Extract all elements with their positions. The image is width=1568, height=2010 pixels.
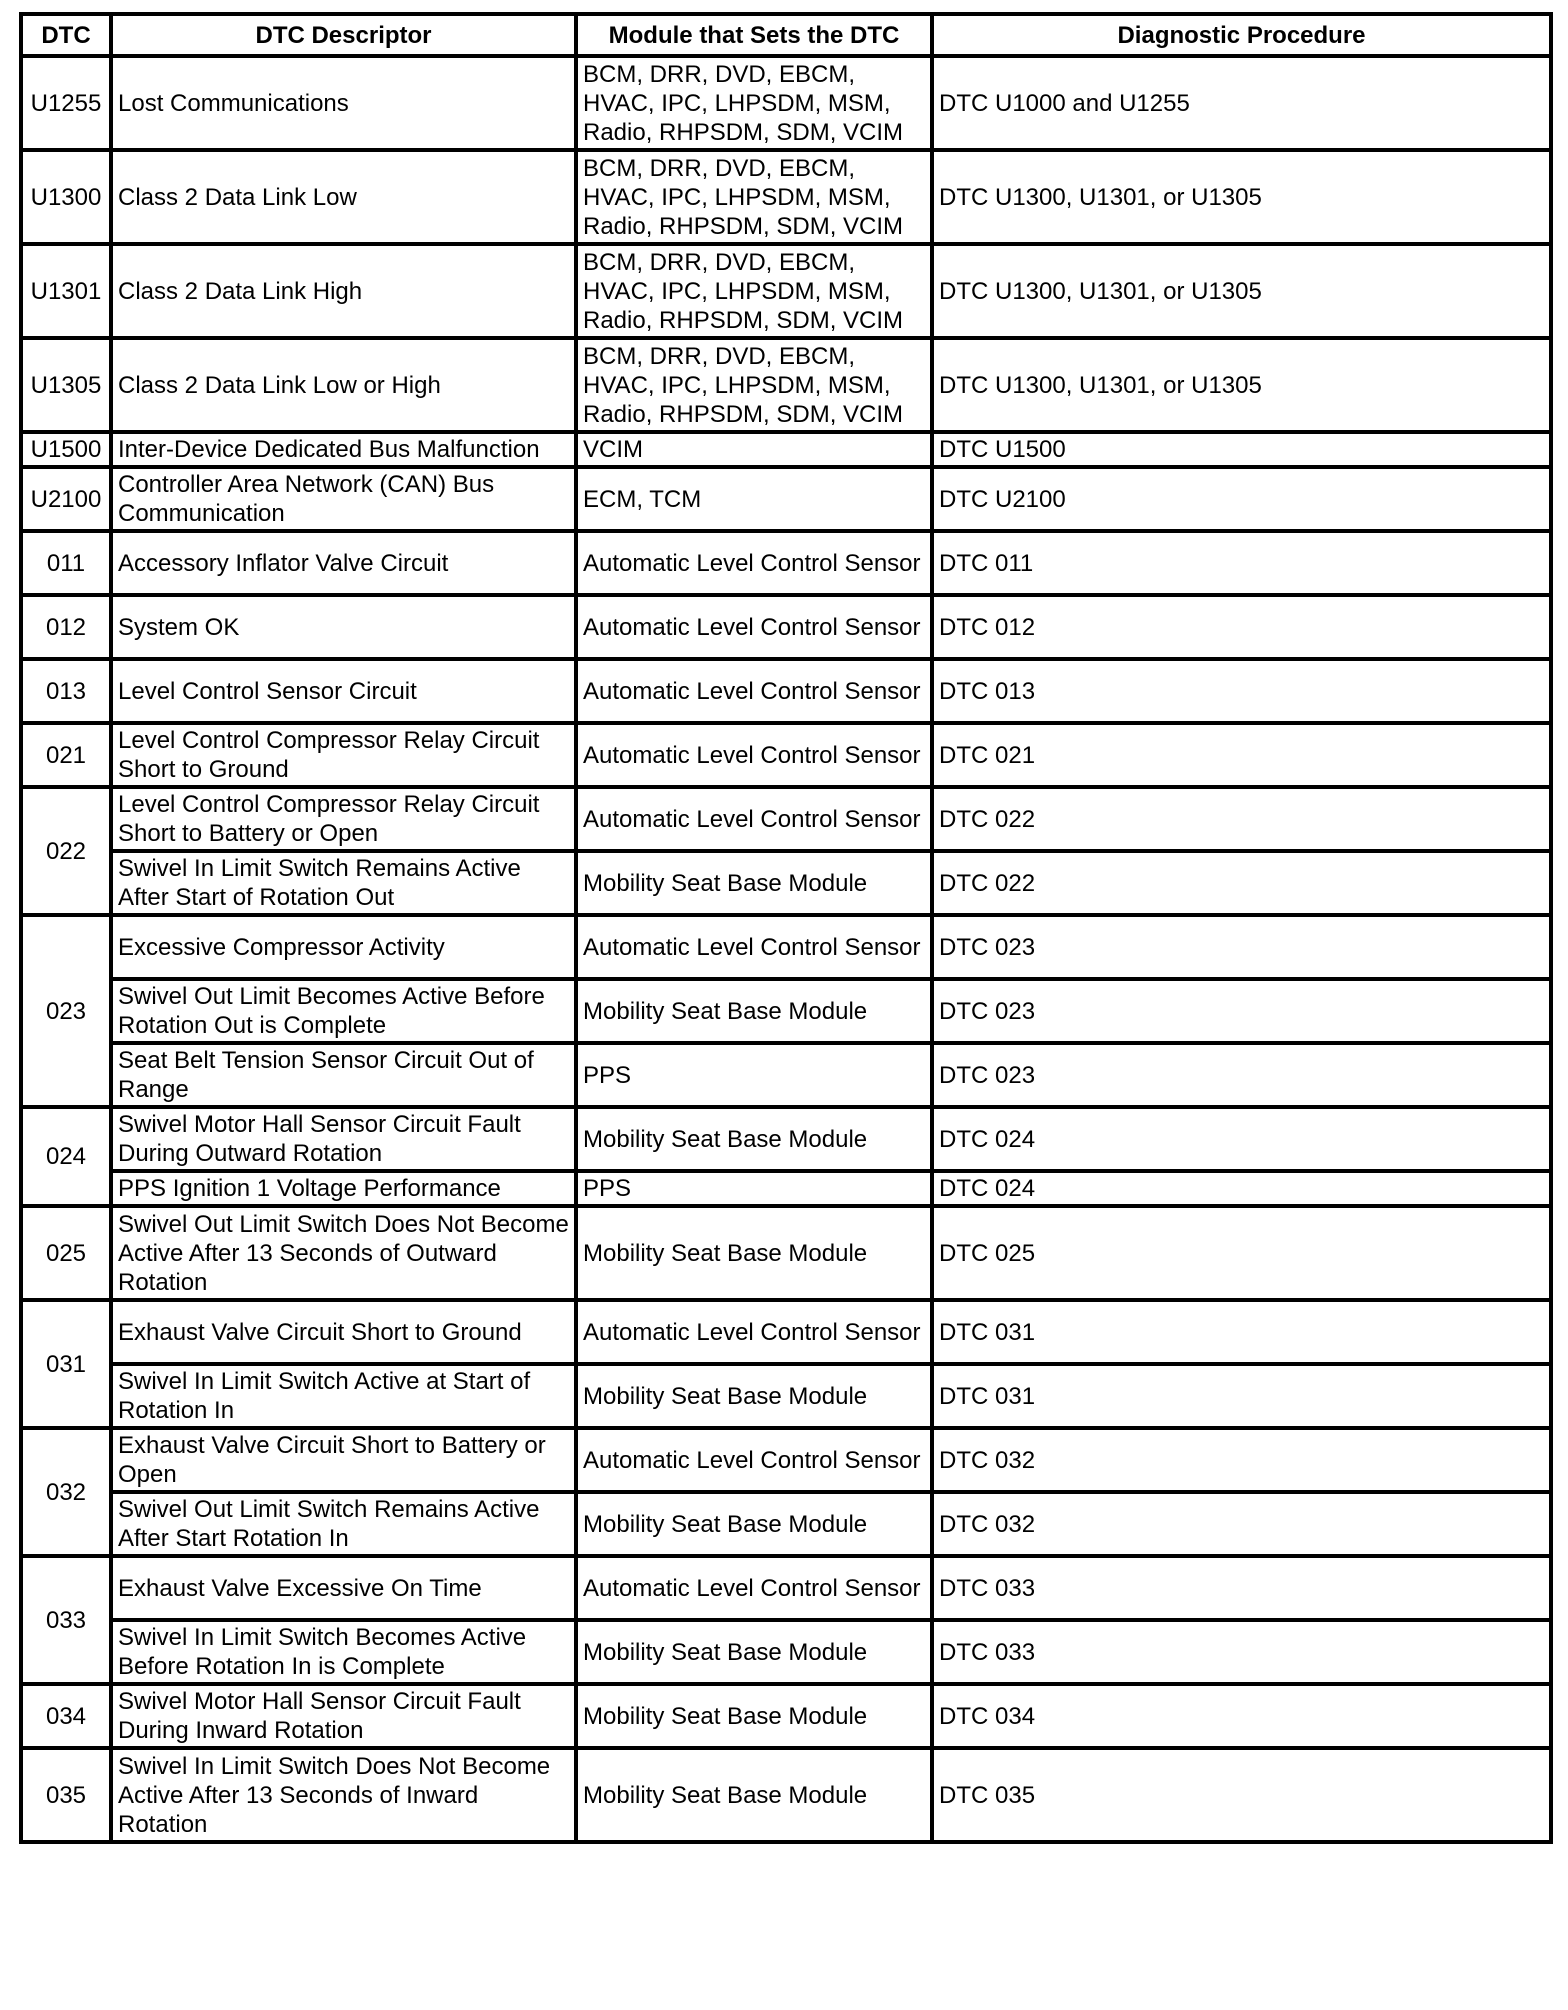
table-row [21, 1748, 1551, 1842]
module-cell: Mobility Seat Base Module [576, 851, 932, 915]
dtc-code-cell: U1300 [21, 150, 111, 244]
table-row [21, 531, 1551, 595]
dtc-descriptor-cell: Level Control Compressor Relay Circuit Short to Ground [111, 723, 576, 787]
diagnostic-procedure-cell: DTC U1300, U1301, or U1305 [932, 244, 1551, 338]
dtc-descriptor-cell: Exhaust Valve Excessive On Time [111, 1556, 576, 1620]
dtc-code-cell: 023 [21, 915, 111, 1107]
module-cell: BCM, DRR, DVD, EBCM, HVAC, IPC, LHPSDM, MSM, Radio, RHPSDM, SDM, VCIM [576, 150, 932, 244]
table-row [21, 244, 1551, 338]
dtc-descriptor-cell: Exhaust Valve Circuit Short to Battery or Open [111, 1428, 576, 1492]
dtc-descriptor-cell: Swivel In Limit Switch Active at Start of Rotation In [111, 1364, 576, 1428]
table-row [21, 915, 1551, 979]
module-cell: Automatic Level Control Sensor [576, 595, 932, 659]
diagnostic-procedure-cell: DTC 032 [932, 1492, 1551, 1556]
module-cell: Automatic Level Control Sensor [576, 787, 932, 851]
dtc-list-page [19, 12, 1549, 1844]
dtc-descriptor-cell: Controller Area Network (CAN) Bus Communication [111, 467, 576, 531]
module-cell: Mobility Seat Base Module [576, 1620, 932, 1684]
table-row [21, 1684, 1551, 1748]
diagnostic-procedure-cell: DTC 031 [932, 1300, 1551, 1364]
diagnostic-procedure-cell: DTC U1300, U1301, or U1305 [932, 338, 1551, 432]
dtc-descriptor-cell: Swivel In Limit Switch Remains Active After Start of Rotation Out [111, 851, 576, 915]
diagnostic-procedure-cell: DTC 024 [932, 1171, 1551, 1206]
table-row [21, 1043, 1551, 1107]
table-row [21, 432, 1551, 467]
table-row [21, 1364, 1551, 1428]
diagnostic-procedure-cell: DTC U2100 [932, 467, 1551, 531]
diagnostic-procedure-cell: DTC 035 [932, 1748, 1551, 1842]
module-cell: Automatic Level Control Sensor [576, 1428, 932, 1492]
dtc-descriptor-cell: Swivel Out Limit Becomes Active Before Rotation Out is Complete [111, 979, 576, 1043]
dtc-code-cell: U1500 [21, 432, 111, 467]
diagnostic-procedure-cell: DTC 033 [932, 1556, 1551, 1620]
dtc-code-cell: 032 [21, 1428, 111, 1556]
module-cell: Automatic Level Control Sensor [576, 723, 932, 787]
diagnostic-procedure-cell: DTC 033 [932, 1620, 1551, 1684]
table-row [21, 467, 1551, 531]
table-row [21, 1620, 1551, 1684]
dtc-code-cell: U1255 [21, 56, 111, 150]
module-cell: Mobility Seat Base Module [576, 1684, 932, 1748]
dtc-code-cell: 025 [21, 1206, 111, 1300]
module-cell: Automatic Level Control Sensor [576, 531, 932, 595]
table-row [21, 56, 1551, 150]
dtc-descriptor-cell: Swivel Motor Hall Sensor Circuit Fault During Outward Rotation [111, 1107, 576, 1171]
dtc-code-cell: 012 [21, 595, 111, 659]
module-cell: ECM, TCM [576, 467, 932, 531]
dtc-descriptor-cell: Swivel Out Limit Switch Remains Active After Start Rotation In [111, 1492, 576, 1556]
header-row [21, 14, 1551, 56]
dtc-code-cell: 011 [21, 531, 111, 595]
module-cell: Automatic Level Control Sensor [576, 915, 932, 979]
table-row [21, 979, 1551, 1043]
header-dtc: DTC [21, 14, 111, 56]
header-module: Module that Sets the DTC [576, 14, 932, 56]
dtc-code-cell: 022 [21, 787, 111, 915]
dtc-code-cell: U2100 [21, 467, 111, 531]
table-row [21, 1206, 1551, 1300]
header-procedure: Diagnostic Procedure [932, 14, 1551, 56]
diagnostic-procedure-cell: DTC 024 [932, 1107, 1551, 1171]
module-cell: BCM, DRR, DVD, EBCM, HVAC, IPC, LHPSDM, MSM, Radio, RHPSDM, SDM, VCIM [576, 244, 932, 338]
table-row [21, 659, 1551, 723]
diagnostic-procedure-cell: DTC 032 [932, 1428, 1551, 1492]
diagnostic-procedure-cell: DTC U1500 [932, 432, 1551, 467]
dtc-code-cell: 021 [21, 723, 111, 787]
module-cell: Mobility Seat Base Module [576, 1492, 932, 1556]
diagnostic-procedure-cell: DTC 025 [932, 1206, 1551, 1300]
diagnostic-procedure-cell: DTC 031 [932, 1364, 1551, 1428]
dtc-descriptor-cell: Seat Belt Tension Sensor Circuit Out of Range [111, 1043, 576, 1107]
table-row [21, 1492, 1551, 1556]
module-cell: Mobility Seat Base Module [576, 1206, 932, 1300]
module-cell: Automatic Level Control Sensor [576, 1300, 932, 1364]
dtc-code-cell: 031 [21, 1300, 111, 1428]
module-cell: BCM, DRR, DVD, EBCM, HVAC, IPC, LHPSDM, MSM, Radio, RHPSDM, SDM, VCIM [576, 56, 932, 150]
module-cell: VCIM [576, 432, 932, 467]
diagnostic-procedure-cell: DTC 023 [932, 979, 1551, 1043]
diagnostic-procedure-cell: DTC 023 [932, 915, 1551, 979]
table-row [21, 723, 1551, 787]
dtc-descriptor-cell: Level Control Compressor Relay Circuit Short to Battery or Open [111, 787, 576, 851]
module-cell: PPS [576, 1171, 932, 1206]
dtc-descriptor-cell: System OK [111, 595, 576, 659]
dtc-code-cell: 033 [21, 1556, 111, 1684]
diagnostic-procedure-cell: DTC 011 [932, 531, 1551, 595]
module-cell: Mobility Seat Base Module [576, 1364, 932, 1428]
dtc-descriptor-cell: Class 2 Data Link Low or High [111, 338, 576, 432]
dtc-code-cell: 024 [21, 1107, 111, 1206]
module-cell: BCM, DRR, DVD, EBCM, HVAC, IPC, LHPSDM, MSM, Radio, RHPSDM, SDM, VCIM [576, 338, 932, 432]
table-row [21, 1107, 1551, 1171]
diagnostic-procedure-cell: DTC 013 [932, 659, 1551, 723]
table-row [21, 1556, 1551, 1620]
dtc-code-cell: U1305 [21, 338, 111, 432]
dtc-descriptor-cell: Class 2 Data Link High [111, 244, 576, 338]
table-row [21, 595, 1551, 659]
dtc-descriptor-cell: Level Control Sensor Circuit [111, 659, 576, 723]
module-cell: Mobility Seat Base Module [576, 979, 932, 1043]
dtc-code-cell: 013 [21, 659, 111, 723]
dtc-descriptor-cell: Exhaust Valve Circuit Short to Ground [111, 1300, 576, 1364]
dtc-code-cell: 034 [21, 1684, 111, 1748]
dtc-descriptor-cell: Swivel In Limit Switch Does Not Become Active After 13 Seconds of Inward Rotation [111, 1748, 576, 1842]
module-cell: Mobility Seat Base Module [576, 1107, 932, 1171]
dtc-descriptor-cell: Swivel Out Limit Switch Does Not Become Active After 13 Seconds of Outward Rotation [111, 1206, 576, 1300]
header-descriptor: DTC Descriptor [111, 14, 576, 56]
diagnostic-procedure-cell: DTC 022 [932, 851, 1551, 915]
dtc-descriptor-cell: Inter-Device Dedicated Bus Malfunction [111, 432, 576, 467]
dtc-descriptor-cell: Excessive Compressor Activity [111, 915, 576, 979]
diagnostic-procedure-cell: DTC 023 [932, 1043, 1551, 1107]
diagnostic-procedure-cell: DTC 012 [932, 595, 1551, 659]
dtc-descriptor-cell: Swivel In Limit Switch Becomes Active Before Rotation In is Complete [111, 1620, 576, 1684]
table-row [21, 338, 1551, 432]
dtc-descriptor-cell: Swivel Motor Hall Sensor Circuit Fault During Inward Rotation [111, 1684, 576, 1748]
module-cell: Automatic Level Control Sensor [576, 659, 932, 723]
dtc-descriptor-cell: Lost Communications [111, 56, 576, 150]
table-row [21, 1428, 1551, 1492]
table-row [21, 150, 1551, 244]
dtc-table-body [21, 56, 1551, 1842]
diagnostic-procedure-cell: DTC 021 [932, 723, 1551, 787]
dtc-descriptor-cell: Accessory Inflator Valve Circuit [111, 531, 576, 595]
dtc-code-cell: 035 [21, 1748, 111, 1842]
diagnostic-procedure-cell: DTC U1300, U1301, or U1305 [932, 150, 1551, 244]
diagnostic-procedure-cell: DTC 034 [932, 1684, 1551, 1748]
table-row [21, 1300, 1551, 1364]
table-row [21, 787, 1551, 851]
dtc-table [19, 12, 1553, 1844]
dtc-descriptor-cell: Class 2 Data Link Low [111, 150, 576, 244]
module-cell: Automatic Level Control Sensor [576, 1556, 932, 1620]
diagnostic-procedure-cell: DTC U1000 and U1255 [932, 56, 1551, 150]
table-row [21, 1171, 1551, 1206]
dtc-code-cell: U1301 [21, 244, 111, 338]
module-cell: PPS [576, 1043, 932, 1107]
module-cell: Mobility Seat Base Module [576, 1748, 932, 1842]
diagnostic-procedure-cell: DTC 022 [932, 787, 1551, 851]
table-row [21, 851, 1551, 915]
dtc-descriptor-cell: PPS Ignition 1 Voltage Performance [111, 1171, 576, 1206]
